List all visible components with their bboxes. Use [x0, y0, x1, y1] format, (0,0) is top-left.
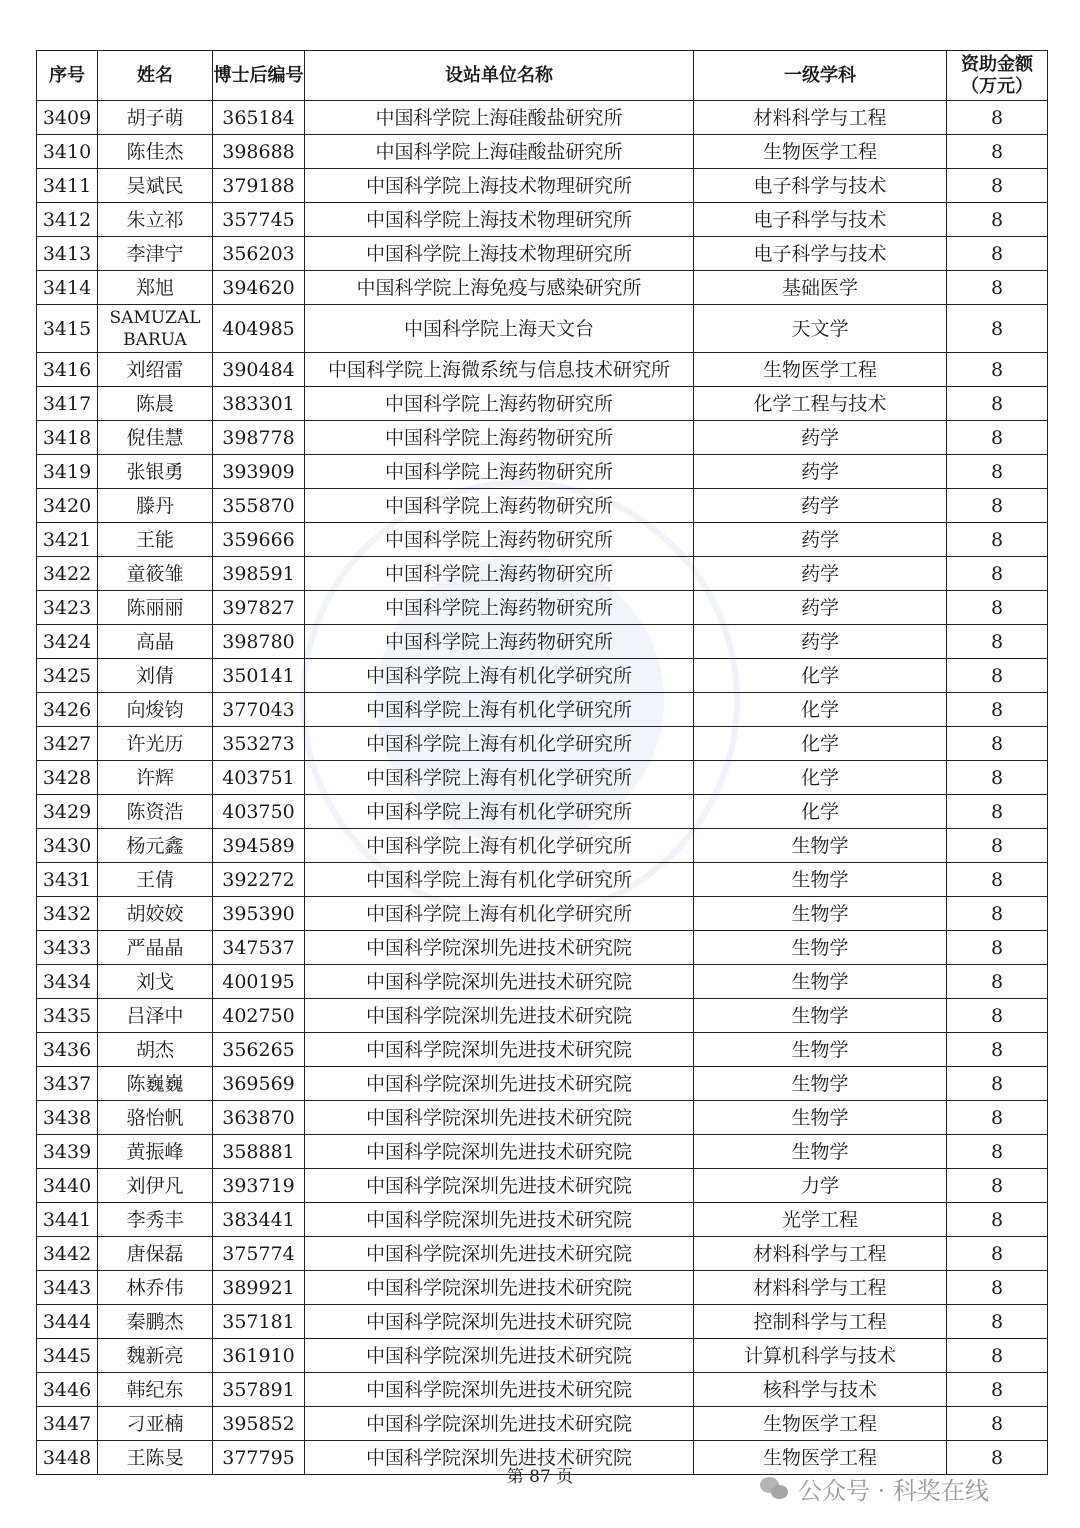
cell-name: 王陈旻 [98, 1441, 213, 1475]
cell-amount: 8 [947, 897, 1048, 931]
table-row [37, 761, 1048, 795]
cell-discipline: 电子科学与技术 [694, 203, 947, 237]
table-row [37, 795, 1048, 829]
table-header-row [37, 51, 1048, 101]
cell-name: 滕丹 [98, 489, 213, 523]
cell-name: 魏新亮 [98, 1339, 213, 1373]
cell-index: 3409 [37, 101, 98, 135]
cell-institution: 中国科学院上海有机化学研究所 [305, 829, 694, 863]
cell-postdoc-id: 395852 [213, 1407, 305, 1441]
cell-discipline: 化学 [694, 761, 947, 795]
cell-amount: 8 [947, 557, 1048, 591]
funding-table [36, 50, 1048, 1475]
table-row [37, 693, 1048, 727]
cell-institution: 中国科学院深圳先进技术研究院 [305, 1135, 694, 1169]
cell-discipline: 生物学 [694, 1101, 947, 1135]
cell-amount: 8 [947, 1033, 1048, 1067]
cell-postdoc-id: 383441 [213, 1203, 305, 1237]
cell-postdoc-id: 393909 [213, 455, 305, 489]
cell-amount: 8 [947, 591, 1048, 625]
table-row [37, 727, 1048, 761]
cell-amount: 8 [947, 387, 1048, 421]
cell-name: 胡子萌 [98, 101, 213, 135]
cell-amount: 8 [947, 1169, 1048, 1203]
cell-discipline: 基础医学 [694, 271, 947, 305]
cell-discipline: 控制科学与工程 [694, 1305, 947, 1339]
table-row [37, 1407, 1048, 1441]
cell-postdoc-id: 363870 [213, 1101, 305, 1135]
cell-discipline: 生物学 [694, 1067, 947, 1101]
cell-postdoc-id: 356265 [213, 1033, 305, 1067]
cell-institution: 中国科学院上海药物研究所 [305, 523, 694, 557]
table-row [37, 1203, 1048, 1237]
cell-institution: 中国科学院上海硅酸盐研究所 [305, 101, 694, 135]
cell-discipline: 药学 [694, 591, 947, 625]
cell-index: 3437 [37, 1067, 98, 1101]
cell-institution: 中国科学院上海药物研究所 [305, 387, 694, 421]
table-row [37, 1101, 1048, 1135]
table-row [37, 489, 1048, 523]
cell-postdoc-id: 375774 [213, 1237, 305, 1271]
cell-index: 3441 [37, 1203, 98, 1237]
cell-name: 黄振峰 [98, 1135, 213, 1169]
table-row [37, 659, 1048, 693]
cell-institution: 中国科学院上海药物研究所 [305, 455, 694, 489]
cell-index: 3412 [37, 203, 98, 237]
table-row [37, 829, 1048, 863]
cell-amount: 8 [947, 1373, 1048, 1407]
cell-discipline: 生物学 [694, 931, 947, 965]
table-row [37, 271, 1048, 305]
cell-index: 3418 [37, 421, 98, 455]
cell-index: 3436 [37, 1033, 98, 1067]
cell-discipline: 化学 [694, 727, 947, 761]
cell-institution: 中国科学院深圳先进技术研究院 [305, 1407, 694, 1441]
table-row [37, 305, 1048, 353]
cell-name: 骆怡帆 [98, 1101, 213, 1135]
wechat-watermark [760, 1470, 989, 1506]
cell-discipline: 生物学 [694, 829, 947, 863]
cell-index: 3416 [37, 353, 98, 387]
header-institution: 设站单位名称 [305, 51, 694, 101]
table-row [37, 1237, 1048, 1271]
cell-discipline: 生物学 [694, 1033, 947, 1067]
table-row [37, 135, 1048, 169]
cell-name: 朱立祁 [98, 203, 213, 237]
cell-institution: 中国科学院上海天文台 [305, 305, 694, 353]
cell-amount: 8 [947, 271, 1048, 305]
cell-postdoc-id: 357181 [213, 1305, 305, 1339]
cell-amount: 8 [947, 523, 1048, 557]
cell-institution: 中国科学院深圳先进技术研究院 [305, 1101, 694, 1135]
cell-amount: 8 [947, 489, 1048, 523]
cell-index: 3447 [37, 1407, 98, 1441]
cell-institution: 中国科学院上海有机化学研究所 [305, 863, 694, 897]
cell-institution: 中国科学院上海药物研究所 [305, 591, 694, 625]
cell-name: 李秀丰 [98, 1203, 213, 1237]
cell-institution: 中国科学院深圳先进技术研究院 [305, 1271, 694, 1305]
cell-index: 3434 [37, 965, 98, 999]
cell-discipline: 药学 [694, 455, 947, 489]
cell-index: 3444 [37, 1305, 98, 1339]
cell-index: 3433 [37, 931, 98, 965]
table-row [37, 897, 1048, 931]
cell-postdoc-id: 356203 [213, 237, 305, 271]
cell-institution: 中国科学院上海药物研究所 [305, 421, 694, 455]
cell-name: 唐保磊 [98, 1237, 213, 1271]
wechat-icon [760, 1475, 790, 1501]
cell-discipline: 药学 [694, 557, 947, 591]
cell-postdoc-id: 365184 [213, 101, 305, 135]
cell-discipline: 电子科学与技术 [694, 237, 947, 271]
cell-postdoc-id: 355870 [213, 489, 305, 523]
cell-discipline: 化学工程与技术 [694, 387, 947, 421]
cell-amount: 8 [947, 1135, 1048, 1169]
cell-postdoc-id: 369569 [213, 1067, 305, 1101]
cell-name: 林乔伟 [98, 1271, 213, 1305]
cell-institution: 中国科学院上海有机化学研究所 [305, 795, 694, 829]
cell-institution: 中国科学院深圳先进技术研究院 [305, 931, 694, 965]
cell-postdoc-id: 393719 [213, 1169, 305, 1203]
cell-index: 3429 [37, 795, 98, 829]
cell-discipline: 药学 [694, 421, 947, 455]
cell-index: 3431 [37, 863, 98, 897]
cell-name: 陈巍巍 [98, 1067, 213, 1101]
header-discipline: 一级学科 [694, 51, 947, 101]
cell-discipline: 计算机科学与技术 [694, 1339, 947, 1373]
cell-institution: 中国科学院上海技术物理研究所 [305, 237, 694, 271]
table-row [37, 1033, 1048, 1067]
cell-institution: 中国科学院深圳先进技术研究院 [305, 1203, 694, 1237]
cell-discipline: 生物医学工程 [694, 135, 947, 169]
cell-amount: 8 [947, 421, 1048, 455]
cell-discipline: 光学工程 [694, 1203, 947, 1237]
cell-index: 3443 [37, 1271, 98, 1305]
cell-amount: 8 [947, 305, 1048, 353]
cell-institution: 中国科学院深圳先进技术研究院 [305, 1373, 694, 1407]
cell-amount: 8 [947, 1441, 1048, 1475]
table-row [37, 1271, 1048, 1305]
cell-amount: 8 [947, 931, 1048, 965]
cell-discipline: 生物医学工程 [694, 1441, 947, 1475]
cell-index: 3426 [37, 693, 98, 727]
table-row [37, 387, 1048, 421]
cell-amount: 8 [947, 135, 1048, 169]
wechat-label: 公众号 · 科奖在线 [798, 1476, 989, 1505]
cell-name: 王能 [98, 523, 213, 557]
cell-index: 3425 [37, 659, 98, 693]
table-row [37, 1339, 1048, 1373]
cell-amount: 8 [947, 1237, 1048, 1271]
header-name: 姓名 [98, 51, 213, 101]
cell-index: 3432 [37, 897, 98, 931]
cell-postdoc-id: 350141 [213, 659, 305, 693]
cell-name: 严晶晶 [98, 931, 213, 965]
cell-institution: 中国科学院深圳先进技术研究院 [305, 1169, 694, 1203]
header-index: 序号 [37, 51, 98, 101]
cell-institution: 中国科学院上海免疫与感染研究所 [305, 271, 694, 305]
cell-amount: 8 [947, 829, 1048, 863]
cell-postdoc-id: 383301 [213, 387, 305, 421]
cell-amount: 8 [947, 1305, 1048, 1339]
cell-name: 胡杰 [98, 1033, 213, 1067]
cell-amount: 8 [947, 999, 1048, 1033]
cell-amount: 8 [947, 237, 1048, 271]
cell-institution: 中国科学院上海微系统与信息技术研究所 [305, 353, 694, 387]
cell-postdoc-id: 398780 [213, 625, 305, 659]
cell-amount: 8 [947, 659, 1048, 693]
cell-amount: 8 [947, 863, 1048, 897]
cell-institution: 中国科学院上海药物研究所 [305, 625, 694, 659]
cell-postdoc-id: 377043 [213, 693, 305, 727]
cell-institution: 中国科学院深圳先进技术研究院 [305, 1441, 694, 1475]
cell-index: 3435 [37, 999, 98, 1033]
cell-discipline: 力学 [694, 1169, 947, 1203]
cell-institution: 中国科学院上海硅酸盐研究所 [305, 135, 694, 169]
cell-postdoc-id: 358881 [213, 1135, 305, 1169]
cell-institution: 中国科学院上海药物研究所 [305, 489, 694, 523]
table-row [37, 557, 1048, 591]
cell-index: 3424 [37, 625, 98, 659]
cell-institution: 中国科学院上海有机化学研究所 [305, 897, 694, 931]
cell-discipline: 电子科学与技术 [694, 169, 947, 203]
cell-name: 秦鹏杰 [98, 1305, 213, 1339]
cell-postdoc-id: 377795 [213, 1441, 305, 1475]
cell-index: 3438 [37, 1101, 98, 1135]
table-row [37, 931, 1048, 965]
cell-index: 3430 [37, 829, 98, 863]
cell-index: 3411 [37, 169, 98, 203]
cell-index: 3440 [37, 1169, 98, 1203]
cell-amount: 8 [947, 625, 1048, 659]
cell-name: 陈晨 [98, 387, 213, 421]
cell-name: 杨元鑫 [98, 829, 213, 863]
cell-index: 3414 [37, 271, 98, 305]
table-row [37, 625, 1048, 659]
table-row [37, 237, 1048, 271]
cell-name: 倪佳慧 [98, 421, 213, 455]
table-row [37, 1305, 1048, 1339]
cell-institution: 中国科学院深圳先进技术研究院 [305, 999, 694, 1033]
cell-index: 3423 [37, 591, 98, 625]
cell-index: 3428 [37, 761, 98, 795]
cell-index: 3448 [37, 1441, 98, 1475]
table-row [37, 421, 1048, 455]
cell-postdoc-id: 353273 [213, 727, 305, 761]
cell-institution: 中国科学院上海药物研究所 [305, 557, 694, 591]
cell-name: 许辉 [98, 761, 213, 795]
table-row [37, 455, 1048, 489]
cell-institution: 中国科学院深圳先进技术研究院 [305, 1033, 694, 1067]
cell-discipline: 药学 [694, 523, 947, 557]
cell-name: 张银勇 [98, 455, 213, 489]
cell-index: 3422 [37, 557, 98, 591]
table-row [37, 999, 1048, 1033]
cell-postdoc-id: 359666 [213, 523, 305, 557]
cell-postdoc-id: 389921 [213, 1271, 305, 1305]
cell-name: 陈佳杰 [98, 135, 213, 169]
cell-amount: 8 [947, 1339, 1048, 1373]
cell-name: 许光历 [98, 727, 213, 761]
cell-discipline: 生物学 [694, 965, 947, 999]
cell-discipline: 化学 [694, 795, 947, 829]
cell-institution: 中国科学院上海有机化学研究所 [305, 659, 694, 693]
cell-institution: 中国科学院深圳先进技术研究院 [305, 1237, 694, 1271]
cell-amount: 8 [947, 761, 1048, 795]
cell-name: 胡姣姣 [98, 897, 213, 931]
cell-discipline: 核科学与技术 [694, 1373, 947, 1407]
cell-index: 3427 [37, 727, 98, 761]
table-row [37, 101, 1048, 135]
cell-postdoc-id: 398688 [213, 135, 305, 169]
cell-index: 3413 [37, 237, 98, 271]
cell-institution: 中国科学院深圳先进技术研究院 [305, 1067, 694, 1101]
cell-postdoc-id: 361910 [213, 1339, 305, 1373]
cell-amount: 8 [947, 965, 1048, 999]
cell-discipline: 生物学 [694, 999, 947, 1033]
cell-name: 高晶 [98, 625, 213, 659]
cell-amount: 8 [947, 1067, 1048, 1101]
cell-postdoc-id: 394589 [213, 829, 305, 863]
cell-institution: 中国科学院上海有机化学研究所 [305, 693, 694, 727]
cell-amount: 8 [947, 203, 1048, 237]
cell-discipline: 天文学 [694, 305, 947, 353]
cell-name: 陈丽丽 [98, 591, 213, 625]
table-row [37, 591, 1048, 625]
cell-index: 3446 [37, 1373, 98, 1407]
cell-postdoc-id: 398778 [213, 421, 305, 455]
cell-name: 陈资浩 [98, 795, 213, 829]
cell-discipline: 材料科学与工程 [694, 1237, 947, 1271]
cell-discipline: 药学 [694, 489, 947, 523]
cell-name: 郑旭 [98, 271, 213, 305]
cell-postdoc-id: 394620 [213, 271, 305, 305]
cell-amount: 8 [947, 693, 1048, 727]
cell-index: 3417 [37, 387, 98, 421]
table-row [37, 1135, 1048, 1169]
cell-name: 刘戈 [98, 965, 213, 999]
cell-name: 向焌钧 [98, 693, 213, 727]
cell-name: 王倩 [98, 863, 213, 897]
cell-name: 吴斌民 [98, 169, 213, 203]
cell-name: 吕泽中 [98, 999, 213, 1033]
cell-postdoc-id: 404985 [213, 305, 305, 353]
cell-postdoc-id: 357891 [213, 1373, 305, 1407]
cell-institution: 中国科学院上海有机化学研究所 [305, 761, 694, 795]
table-row [37, 965, 1048, 999]
cell-postdoc-id: 390484 [213, 353, 305, 387]
cell-discipline: 生物学 [694, 897, 947, 931]
cell-index: 3415 [37, 305, 98, 353]
cell-postdoc-id: 392272 [213, 863, 305, 897]
cell-discipline: 生物学 [694, 1135, 947, 1169]
cell-index: 3439 [37, 1135, 98, 1169]
cell-institution: 中国科学院深圳先进技术研究院 [305, 1339, 694, 1373]
cell-postdoc-id: 398591 [213, 557, 305, 591]
cell-amount: 8 [947, 1101, 1048, 1135]
cell-discipline: 生物医学工程 [694, 1407, 947, 1441]
cell-postdoc-id: 379188 [213, 169, 305, 203]
table-row [37, 1169, 1048, 1203]
cell-postdoc-id: 395390 [213, 897, 305, 931]
table-row [37, 169, 1048, 203]
cell-name: 刘绍雷 [98, 353, 213, 387]
table-row [37, 1067, 1048, 1101]
cell-name: 刁亚楠 [98, 1407, 213, 1441]
cell-name: 韩纪东 [98, 1373, 213, 1407]
cell-index: 3421 [37, 523, 98, 557]
cell-discipline: 生物医学工程 [694, 353, 947, 387]
cell-name: 刘伊凡 [98, 1169, 213, 1203]
cell-discipline: 生物学 [694, 863, 947, 897]
cell-postdoc-id: 397827 [213, 591, 305, 625]
cell-index: 3445 [37, 1339, 98, 1373]
table-row [37, 863, 1048, 897]
cell-discipline: 化学 [694, 693, 947, 727]
header-amount: 资助金额（万元） [947, 51, 1048, 101]
cell-amount: 8 [947, 1271, 1048, 1305]
cell-name: SAMUZAL BARUA [98, 305, 213, 353]
cell-name: 刘倩 [98, 659, 213, 693]
cell-amount: 8 [947, 101, 1048, 135]
cell-postdoc-id: 403751 [213, 761, 305, 795]
cell-index: 3419 [37, 455, 98, 489]
cell-institution: 中国科学院上海技术物理研究所 [305, 169, 694, 203]
cell-institution: 中国科学院上海技术物理研究所 [305, 203, 694, 237]
cell-discipline: 药学 [694, 625, 947, 659]
cell-index: 3420 [37, 489, 98, 523]
table-row [37, 353, 1048, 387]
cell-discipline: 材料科学与工程 [694, 1271, 947, 1305]
page-number: 第 87 页 [506, 1467, 574, 1487]
cell-postdoc-id: 402750 [213, 999, 305, 1033]
cell-discipline: 化学 [694, 659, 947, 693]
table-row [37, 203, 1048, 237]
cell-amount: 8 [947, 455, 1048, 489]
cell-amount: 8 [947, 727, 1048, 761]
cell-discipline: 材料科学与工程 [694, 101, 947, 135]
cell-name: 李津宁 [98, 237, 213, 271]
cell-amount: 8 [947, 169, 1048, 203]
table-row [37, 1373, 1048, 1407]
cell-name: 童筱雏 [98, 557, 213, 591]
cell-postdoc-id: 347537 [213, 931, 305, 965]
cell-institution: 中国科学院深圳先进技术研究院 [305, 965, 694, 999]
cell-postdoc-id: 357745 [213, 203, 305, 237]
cell-postdoc-id: 403750 [213, 795, 305, 829]
table-row [37, 523, 1048, 557]
cell-amount: 8 [947, 353, 1048, 387]
cell-amount: 8 [947, 795, 1048, 829]
cell-institution: 中国科学院上海有机化学研究所 [305, 727, 694, 761]
cell-institution: 中国科学院深圳先进技术研究院 [305, 1305, 694, 1339]
header-postdoc-id: 博士后编号 [213, 51, 305, 101]
cell-index: 3442 [37, 1237, 98, 1271]
cell-postdoc-id: 400195 [213, 965, 305, 999]
cell-amount: 8 [947, 1203, 1048, 1237]
cell-index: 3410 [37, 135, 98, 169]
cell-amount: 8 [947, 1407, 1048, 1441]
